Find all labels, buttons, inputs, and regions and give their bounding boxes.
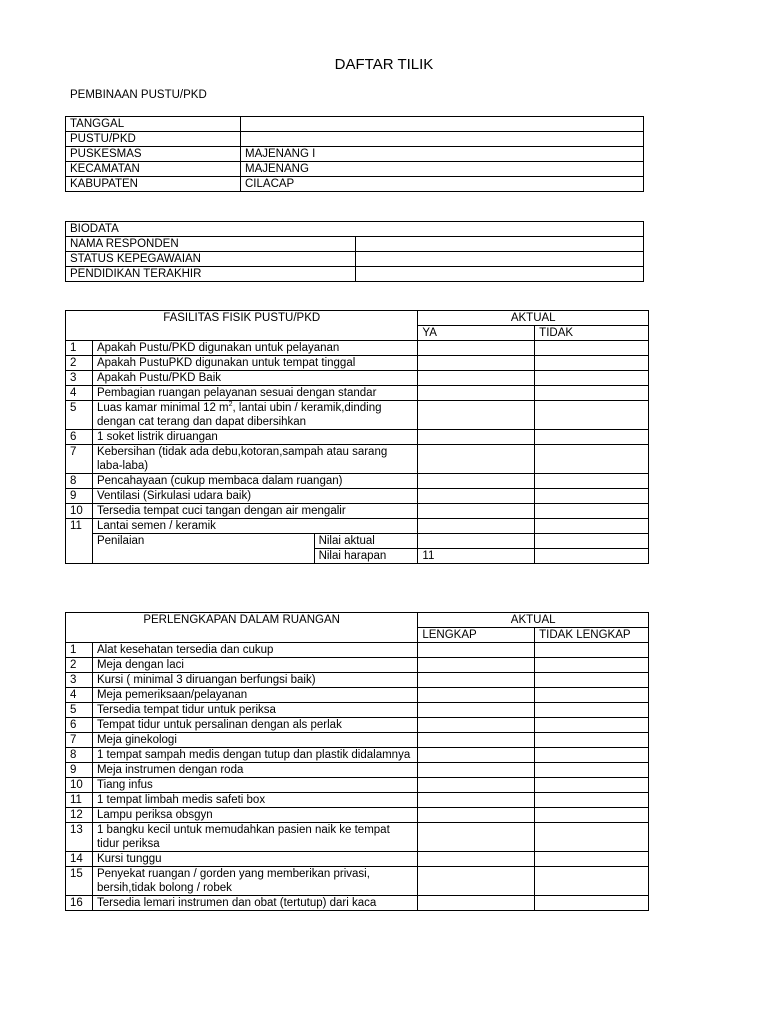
cell-tidak bbox=[535, 356, 649, 371]
cell-tidak-lengkap bbox=[535, 896, 649, 911]
perlengkapan-table bbox=[65, 612, 649, 911]
biodata-header: BIODATA bbox=[66, 222, 644, 237]
biodata-value bbox=[356, 267, 644, 282]
cell-tidak-lengkap bbox=[535, 808, 649, 823]
row-number: 2 bbox=[66, 356, 93, 371]
cell-lengkap bbox=[418, 718, 535, 733]
row-text: Meja pemeriksaan/pelayanan bbox=[92, 688, 417, 703]
biodata-label: NAMA RESPONDEN bbox=[66, 237, 356, 252]
cell-ya bbox=[418, 386, 535, 401]
row-text: Alat kesehatan tersedia dan cukup bbox=[92, 643, 417, 658]
row-text: Lantai semen / keramik bbox=[92, 519, 417, 534]
row-number: 10 bbox=[66, 778, 93, 793]
row-number: 8 bbox=[66, 748, 93, 763]
nilai-harapan-label: Nilai harapan bbox=[314, 549, 418, 564]
table-row bbox=[66, 474, 649, 489]
cell-tidak-lengkap bbox=[535, 643, 649, 658]
info-value: MAJENANG I bbox=[241, 147, 644, 162]
cell-tidak-lengkap bbox=[535, 793, 649, 808]
row-number: 12 bbox=[66, 808, 93, 823]
biodata-label: STATUS KEPEGAWAIAN bbox=[66, 252, 356, 267]
cell-ya bbox=[418, 341, 535, 356]
col-ya: YA bbox=[418, 326, 535, 341]
table-row bbox=[66, 688, 649, 703]
table-row bbox=[66, 267, 644, 282]
row-number: 5 bbox=[66, 703, 93, 718]
cell-tidak-lengkap bbox=[535, 748, 649, 763]
row-text: Kursi tunggu bbox=[92, 852, 417, 867]
nilai-aktual-ya bbox=[418, 534, 535, 549]
row-number-empty bbox=[66, 534, 93, 564]
row-number: 9 bbox=[66, 489, 93, 504]
cell-tidak bbox=[535, 430, 649, 445]
cell-lengkap bbox=[418, 823, 535, 852]
cell-tidak bbox=[535, 371, 649, 386]
table-row bbox=[66, 643, 649, 658]
table-row bbox=[66, 504, 649, 519]
cell-tidak bbox=[535, 519, 649, 534]
table-row bbox=[66, 534, 649, 549]
cell-lengkap bbox=[418, 748, 535, 763]
table-row bbox=[66, 896, 649, 911]
cell-ya bbox=[418, 430, 535, 445]
col-tidak-lengkap: TIDAK LENGKAP bbox=[535, 628, 649, 643]
document-title: DAFTAR TILIK bbox=[334, 56, 434, 73]
row-number: 7 bbox=[66, 733, 93, 748]
row-text: Meja instrumen dengan roda bbox=[92, 763, 417, 778]
row-text: 1 bangku kecil untuk memudahkan pasien naik ke tempat tidur periksa bbox=[92, 823, 417, 852]
row-text: 1 tempat sampah medis dengan tutup dan plastik didalamnya bbox=[92, 748, 417, 763]
row-text: 1 soket listrik diruangan bbox=[92, 430, 417, 445]
row-number: 8 bbox=[66, 474, 93, 489]
table-row bbox=[66, 852, 649, 867]
aktual-header: AKTUAL bbox=[418, 311, 649, 326]
cell-ya bbox=[418, 401, 535, 430]
table-row bbox=[66, 237, 644, 252]
row-text: Meja ginekologi bbox=[92, 733, 417, 748]
table-row bbox=[66, 222, 644, 237]
table-row bbox=[66, 430, 649, 445]
table-row bbox=[66, 519, 649, 534]
cell-tidak-lengkap bbox=[535, 763, 649, 778]
row-text-after: , lantai ubin / keramik,dinding dengan cat terang dan dapat dibersihkan bbox=[96, 402, 382, 428]
row-text: Tersedia tempat cuci tangan dengan air mengalir bbox=[92, 504, 417, 519]
row-text: Meja dengan laci bbox=[92, 658, 417, 673]
cell-tidak-lengkap bbox=[535, 852, 649, 867]
cell-tidak bbox=[535, 341, 649, 356]
cell-lengkap bbox=[418, 658, 535, 673]
cell-lengkap bbox=[418, 852, 535, 867]
table-row bbox=[66, 823, 649, 852]
nilai-aktual-label: Nilai aktual bbox=[314, 534, 418, 549]
col-lengkap: LENGKAP bbox=[418, 628, 535, 643]
row-number: 15 bbox=[66, 867, 93, 896]
perlengkapan-header: PERLENGKAPAN DALAM RUANGAN bbox=[66, 613, 418, 643]
biodata-table bbox=[65, 221, 644, 282]
row-number: 1 bbox=[66, 341, 93, 356]
info-label: TANGGAL bbox=[66, 117, 241, 132]
cell-tidak-lengkap bbox=[535, 688, 649, 703]
cell-tidak bbox=[535, 474, 649, 489]
row-number: 14 bbox=[66, 852, 93, 867]
table-row bbox=[66, 778, 649, 793]
table-row bbox=[66, 162, 644, 177]
row-text: Apakah PustuPKD digunakan untuk tempat tinggal bbox=[92, 356, 417, 371]
cell-lengkap bbox=[418, 808, 535, 823]
cell-lengkap bbox=[418, 896, 535, 911]
table-row bbox=[66, 386, 649, 401]
table-row bbox=[66, 718, 649, 733]
row-text: Kebersihan (tidak ada debu,kotoran,sampah atau sarang laba-laba) bbox=[92, 445, 417, 474]
row-number: 3 bbox=[66, 673, 93, 688]
document-subtitle: PEMBINAAN PUSTU/PKD bbox=[70, 89, 207, 101]
row-number: 1 bbox=[66, 643, 93, 658]
table-row bbox=[66, 341, 649, 356]
row-text: 1 tempat limbah medis safeti box bbox=[92, 793, 417, 808]
info-label: KABUPATEN bbox=[66, 177, 241, 192]
fasilitas-table bbox=[65, 310, 649, 564]
row-text: Tiang infus bbox=[92, 778, 417, 793]
cell-lengkap bbox=[418, 688, 535, 703]
row-number: 6 bbox=[66, 718, 93, 733]
table-row bbox=[66, 703, 649, 718]
row-text: Ventilasi (Sirkulasi udara baik) bbox=[92, 489, 417, 504]
row-text: Tempat tidur untuk persalinan dengan als perlak bbox=[92, 718, 417, 733]
row-number: 6 bbox=[66, 430, 93, 445]
row-text: Tersedia tempat tidur untuk periksa bbox=[92, 703, 417, 718]
cell-tidak bbox=[535, 489, 649, 504]
fasilitas-header: FASILITAS FISIK PUSTU/PKD bbox=[66, 311, 418, 341]
superscript: 2 bbox=[228, 401, 233, 409]
cell-tidak bbox=[535, 386, 649, 401]
row-number: 2 bbox=[66, 658, 93, 673]
table-row bbox=[66, 763, 649, 778]
nilai-harapan-value: 11 bbox=[418, 549, 535, 564]
info-value bbox=[241, 117, 644, 132]
row-number: 5 bbox=[66, 401, 93, 430]
info-value: CILACAP bbox=[241, 177, 644, 192]
aktual-header: AKTUAL bbox=[418, 613, 649, 628]
row-text: Kursi ( minimal 3 diruangan berfungsi baik) bbox=[92, 673, 417, 688]
cell-tidak-lengkap bbox=[535, 733, 649, 748]
nilai-aktual-tidak bbox=[535, 534, 649, 549]
row-number: 10 bbox=[66, 504, 93, 519]
biodata-label: PENDIDIKAN TERAKHIR bbox=[66, 267, 356, 282]
cell-lengkap bbox=[418, 703, 535, 718]
cell-lengkap bbox=[418, 763, 535, 778]
cell-ya bbox=[418, 504, 535, 519]
row-text bbox=[92, 401, 417, 430]
row-number: 13 bbox=[66, 823, 93, 852]
info-label: PUSTU/PKD bbox=[66, 132, 241, 147]
cell-tidak-lengkap bbox=[535, 823, 649, 852]
biodata-value bbox=[356, 252, 644, 267]
cell-lengkap bbox=[418, 793, 535, 808]
penilaian-label: Penilaian bbox=[92, 534, 314, 564]
table-row bbox=[66, 867, 649, 896]
info-value bbox=[241, 132, 644, 147]
cell-ya bbox=[418, 356, 535, 371]
biodata-value bbox=[356, 237, 644, 252]
col-tidak: TIDAK bbox=[535, 326, 649, 341]
cell-tidak-lengkap bbox=[535, 658, 649, 673]
cell-tidak-lengkap bbox=[535, 867, 649, 896]
row-text: Lampu periksa obsgyn bbox=[92, 808, 417, 823]
table-row bbox=[66, 808, 649, 823]
table-row bbox=[66, 445, 649, 474]
cell-tidak-lengkap bbox=[535, 673, 649, 688]
table-row bbox=[66, 613, 649, 628]
table-row bbox=[66, 311, 649, 326]
cell-lengkap bbox=[418, 643, 535, 658]
row-number: 4 bbox=[66, 386, 93, 401]
table-row bbox=[66, 117, 644, 132]
table-row bbox=[66, 356, 649, 371]
row-number: 9 bbox=[66, 763, 93, 778]
cell-tidak-lengkap bbox=[535, 703, 649, 718]
cell-lengkap bbox=[418, 673, 535, 688]
cell-ya bbox=[418, 489, 535, 504]
cell-lengkap bbox=[418, 867, 535, 896]
row-text: Pencahayaan (cukup membaca dalam ruangan) bbox=[92, 474, 417, 489]
row-text: Tersedia lemari instrumen dan obat (tertutup) dari kaca bbox=[92, 896, 417, 911]
row-text: Penyekat ruangan / gorden yang memberikan privasi, bersih,tidak bolong / robek bbox=[92, 867, 417, 896]
row-number: 4 bbox=[66, 688, 93, 703]
row-text: Apakah Pustu/PKD Baik bbox=[92, 371, 417, 386]
table-row bbox=[66, 252, 644, 267]
table-row bbox=[66, 147, 644, 162]
row-number: 11 bbox=[66, 793, 93, 808]
cell-tidak bbox=[535, 504, 649, 519]
info-table bbox=[65, 116, 644, 192]
cell-ya bbox=[418, 474, 535, 489]
cell-lengkap bbox=[418, 733, 535, 748]
table-row bbox=[66, 177, 644, 192]
table-row bbox=[66, 371, 649, 386]
cell-ya bbox=[418, 445, 535, 474]
cell-ya bbox=[418, 371, 535, 386]
table-row bbox=[66, 132, 644, 147]
cell-ya bbox=[418, 519, 535, 534]
table-row bbox=[66, 793, 649, 808]
table-row bbox=[66, 489, 649, 504]
info-label: PUSKESMAS bbox=[66, 147, 241, 162]
row-number: 7 bbox=[66, 445, 93, 474]
table-row bbox=[66, 748, 649, 763]
cell-tidak-lengkap bbox=[535, 718, 649, 733]
table-row bbox=[66, 673, 649, 688]
table-row bbox=[66, 401, 649, 430]
table-row bbox=[66, 733, 649, 748]
cell-lengkap bbox=[418, 778, 535, 793]
cell-tidak bbox=[535, 401, 649, 430]
table-row bbox=[66, 658, 649, 673]
row-number: 11 bbox=[66, 519, 93, 534]
info-label: KECAMATAN bbox=[66, 162, 241, 177]
row-number: 3 bbox=[66, 371, 93, 386]
row-text: Apakah Pustu/PKD digunakan untuk pelayanan bbox=[92, 341, 417, 356]
cell-tidak-lengkap bbox=[535, 778, 649, 793]
nilai-harapan-tidak bbox=[535, 549, 649, 564]
info-value: MAJENANG bbox=[241, 162, 644, 177]
row-number: 16 bbox=[66, 896, 93, 911]
row-text: Pembagian ruangan pelayanan sesuai dengan standar bbox=[92, 386, 417, 401]
row-text-before: Luas kamar minimal 12 m bbox=[96, 402, 229, 414]
cell-tidak bbox=[535, 445, 649, 474]
